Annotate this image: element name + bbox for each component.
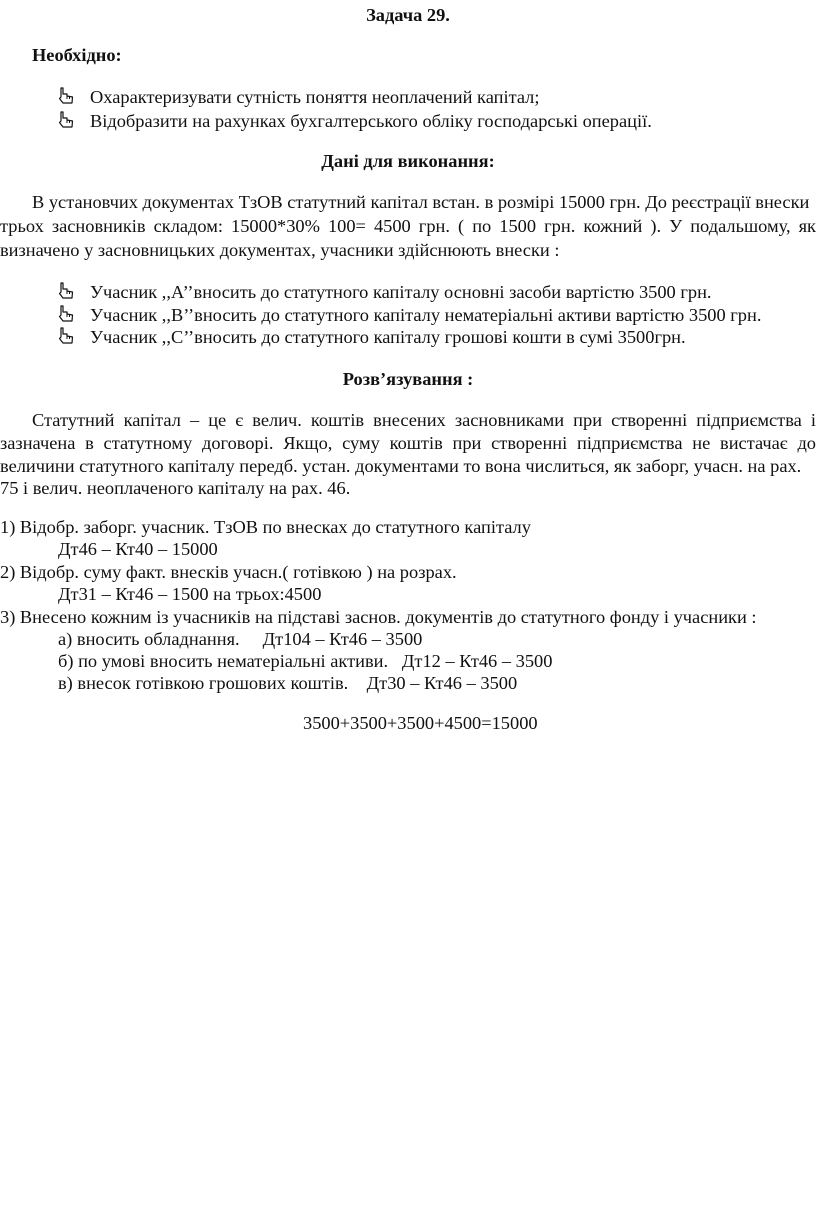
data-paragraph-line: В установчих документах ТзОВ статутний капітал встан. в розмірі 15000 грн. До реєстрації внески xyxy=(32,192,810,212)
data-paragraph-line: трьох засновників складом: 15000*30% 100= 4500 грн. ( по 1500 грн. кожний ). У подальшому, як xyxy=(0,216,816,236)
entry-2: Дт31 – Кт46 – 1500 на трьох:4500 xyxy=(58,584,322,604)
entry-3b: б) по умові вносить нематеріальні активи. Дт12 – Кт46 – 3500 xyxy=(58,651,553,671)
solution-heading: Розв’язування : xyxy=(342,369,474,389)
entry-3a: а) вносить обладнання. Дт104 – Кт46 – 3500 xyxy=(58,629,423,649)
solution-paragraph-line: Статутний капітал – це є велич. коштів внесених засновниками при створенні підприємства і xyxy=(32,410,816,430)
step-1: 1) Відобр. заборг. учасник. ТзОВ по внесках до статутного капіталу xyxy=(0,517,531,537)
participant-item: Учасник ,,А’’вносить до статутного капіталу основні засоби вартістю 3500 грн. xyxy=(90,282,712,302)
hand-pointer-outline-icon xyxy=(58,326,78,346)
data-heading: Дані для виконання: xyxy=(321,151,495,171)
hand-pointer-outline-icon xyxy=(58,110,78,130)
step-3: 3) Внесено кожним із учасників на підставі заснов. документів до статутного фонду і учасники : xyxy=(0,607,757,627)
entry-3c: в) внесок готівкою грошових коштів. Дт30 – Кт46 – 3500 xyxy=(58,673,518,693)
entry-1: Дт46 – Кт40 – 15000 xyxy=(58,539,218,559)
step-2: 2) Відобр. суму факт. внесків учасн.( готівкою ) на розрах. xyxy=(0,562,457,582)
data-paragraph-line: визначено у засновницьких документах, учасники здійснюють внески : xyxy=(0,240,560,260)
solution-paragraph-line: зазначена в статутному договорі. Якщо, суму коштів при створенні підприємства не вистачає до xyxy=(0,433,816,453)
task-title: Задача 29. xyxy=(366,5,450,25)
required-heading: Необхідно: xyxy=(32,45,122,65)
solution-paragraph-line: 75 і велич. неоплаченого капіталу на рах. 46. xyxy=(0,478,351,498)
solution-paragraph-line: величини статутного капіталу передб. устан. документами то вона числиться, як заборг, учасн. на рах. xyxy=(0,456,802,476)
hand-pointer-outline-icon xyxy=(58,281,78,301)
participant-item: Учасник ,,В’’вносить до статутного капіталу нематеріальні активи вартістю 3500 грн. xyxy=(90,305,762,325)
participant-item: Учасник ,,С’’вносить до статутного капіталу грошові кошти в сумі 3500грн. xyxy=(90,327,686,347)
total-sum: 3500+3500+3500+4500=15000 xyxy=(303,713,538,733)
required-item: Охарактеризувати сутність поняття неоплачений капітал; xyxy=(90,87,540,107)
hand-pointer-outline-icon xyxy=(58,304,78,324)
required-item: Відобразити на рахунках бухгалтерського обліку господарські операції. xyxy=(90,111,652,131)
hand-pointer-outline-icon xyxy=(58,86,78,106)
